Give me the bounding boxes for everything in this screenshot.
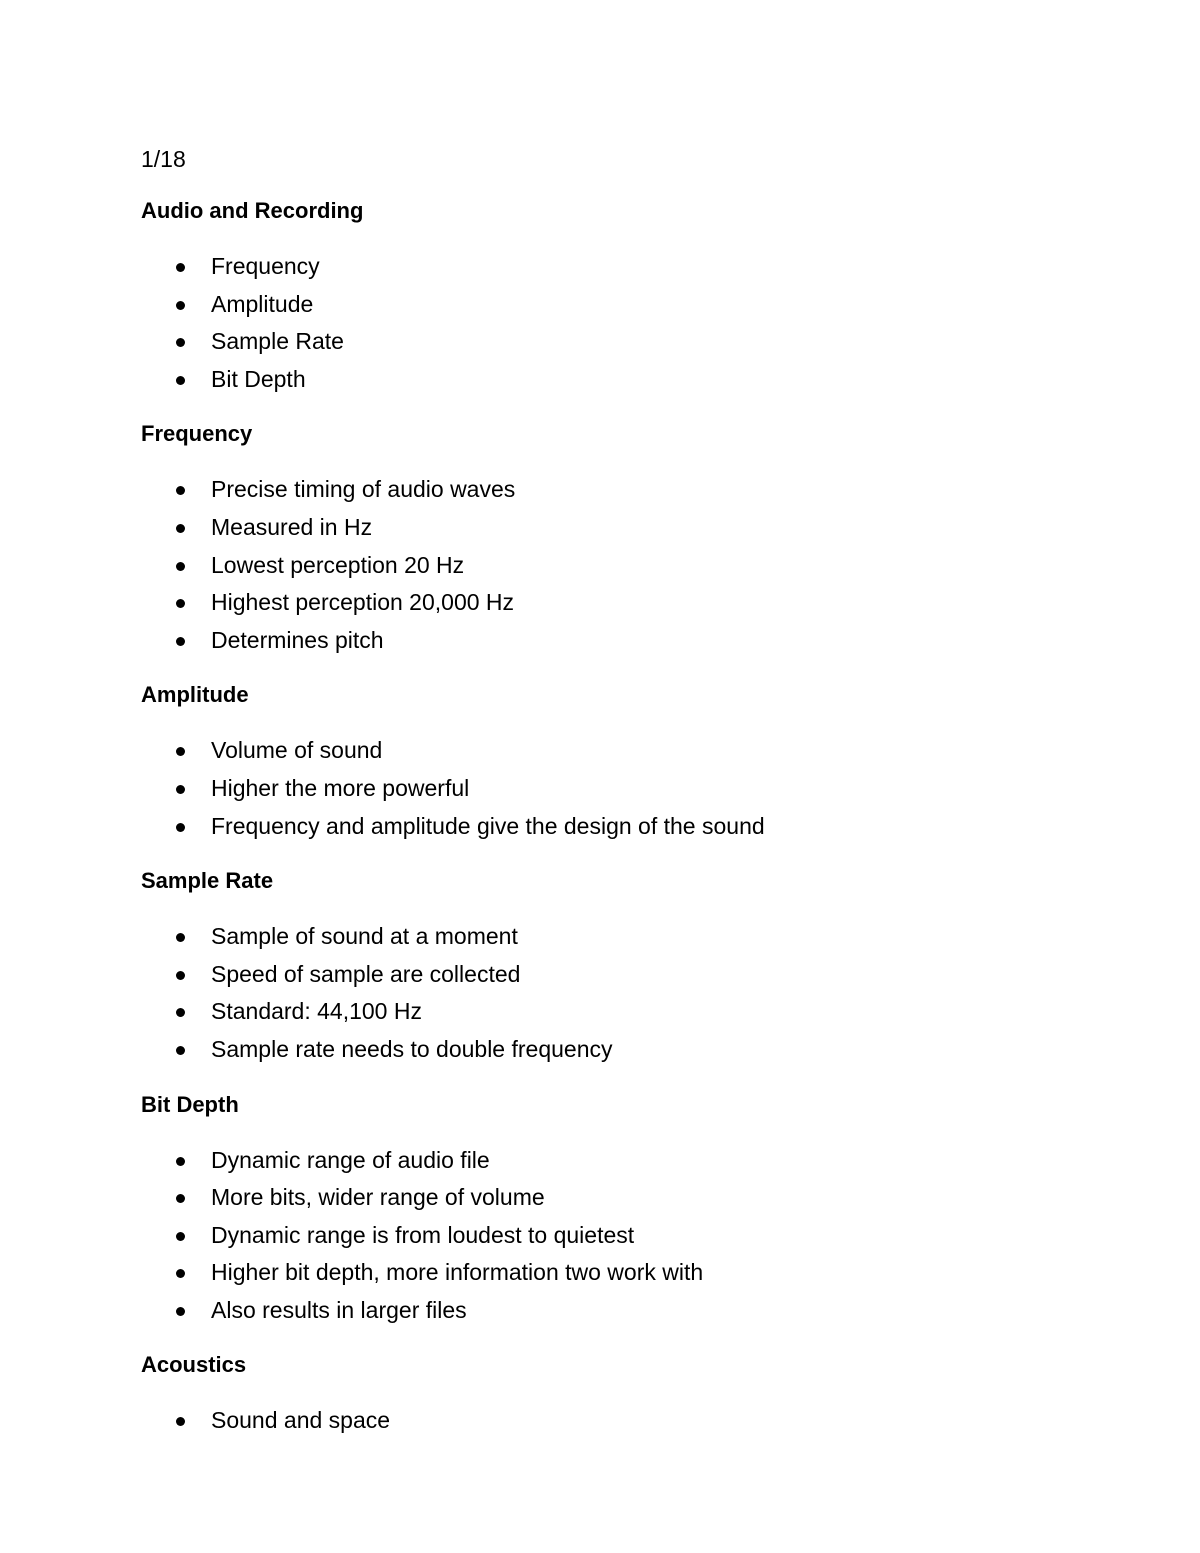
notes-section — [141, 865, 1041, 1068]
bullet-dot-icon — [176, 933, 185, 942]
bullet-text: Measured in Hz — [211, 513, 373, 540]
bullet-item — [141, 1217, 1041, 1255]
bullet-dot-icon — [176, 263, 185, 272]
bullet-item — [141, 1142, 1041, 1180]
bullet-item — [141, 918, 1041, 956]
bullet-item — [141, 286, 1041, 324]
bullet-item — [141, 622, 1041, 660]
bullet-item — [141, 547, 1041, 585]
bullet-dot-icon — [176, 1157, 185, 1166]
notes-section — [141, 1089, 1041, 1330]
bullet-item — [141, 732, 1041, 770]
bullet-text: Lowest perception 20 Hz — [211, 551, 465, 578]
bullet-text: Highest perception 20,000 Hz — [211, 589, 515, 616]
bullet-dot-icon — [176, 486, 185, 495]
bullet-dot-icon — [176, 1269, 185, 1278]
section-heading: Acoustics — [141, 1352, 247, 1378]
bullet-text: Determines pitch — [211, 626, 384, 653]
bullet-dot-icon — [176, 637, 185, 646]
bullet-text: Precise timing of audio waves — [211, 476, 516, 503]
bullet-dot-icon — [176, 785, 185, 794]
section-heading: Audio and Recording — [141, 198, 364, 223]
bullet-item — [141, 956, 1041, 994]
bullet-text: Sound and space — [211, 1407, 391, 1434]
bullet-text: Sample Rate — [211, 328, 344, 355]
bullet-item — [141, 993, 1041, 1031]
section-heading: Amplitude — [141, 682, 249, 708]
bullet-item — [141, 1179, 1041, 1217]
note-date: 1/18 — [141, 146, 186, 172]
bullet-item — [141, 361, 1041, 399]
bullet-text: Speed of sample are collected — [211, 960, 521, 987]
bullet-item — [141, 323, 1041, 361]
bullet-list — [141, 918, 1041, 1068]
bullet-dot-icon — [176, 1046, 185, 1055]
bullet-dot-icon — [176, 338, 185, 347]
section-heading: Sample Rate — [141, 868, 274, 894]
bullet-item — [141, 1254, 1041, 1292]
bullet-item — [141, 1031, 1041, 1069]
bullet-list — [141, 732, 1041, 845]
bullet-item — [141, 248, 1041, 286]
bullet-dot-icon — [176, 823, 185, 832]
notes-sections — [141, 195, 1041, 1440]
bullet-item — [141, 770, 1041, 808]
bullet-dot-icon — [176, 599, 185, 608]
notes-section — [141, 679, 1041, 845]
notes-section — [141, 195, 1041, 398]
bullet-dot-icon — [176, 376, 185, 385]
section-heading: Frequency — [141, 421, 253, 447]
bullet-dot-icon — [176, 301, 185, 310]
bullet-text: Sample rate needs to double frequency — [211, 1035, 613, 1062]
bullet-text: Frequency and amplitude give the design of the sound — [211, 812, 765, 839]
bullet-item — [141, 509, 1041, 547]
bullet-text: Higher the more powerful — [211, 774, 470, 801]
bullet-text: Dynamic range of audio file — [211, 1146, 490, 1173]
bullet-list — [141, 248, 1041, 398]
bullet-dot-icon — [176, 747, 185, 756]
bullet-text: Also results in larger files — [211, 1296, 467, 1323]
bullet-text: More bits, wider range of volume — [211, 1184, 545, 1211]
bullet-dot-icon — [176, 562, 185, 571]
bullet-item — [141, 808, 1041, 846]
bullet-dot-icon — [176, 1307, 185, 1316]
bullet-text: Volume of sound — [211, 737, 383, 764]
notes-section — [141, 1349, 1041, 1440]
bullet-text: Standard: 44,100 Hz — [211, 998, 422, 1025]
bullet-dot-icon — [176, 1232, 185, 1241]
bullet-dot-icon — [176, 1008, 185, 1017]
notes-section — [141, 418, 1041, 659]
bullet-text: Higher bit depth, more information two work with — [211, 1259, 704, 1286]
bullet-text: Amplitude — [211, 290, 314, 317]
bullet-dot-icon — [176, 971, 185, 980]
bullet-list — [141, 471, 1041, 659]
bullet-list — [141, 1402, 1041, 1440]
bullet-item — [141, 584, 1041, 622]
bullet-item — [141, 1292, 1041, 1330]
bullet-list — [141, 1142, 1041, 1330]
bullet-text: Frequency — [211, 253, 320, 279]
bullet-text: Bit Depth — [211, 365, 306, 392]
bullet-text: Sample of sound at a moment — [211, 923, 518, 950]
bullet-dot-icon — [176, 1194, 185, 1203]
bullet-item — [141, 1402, 1041, 1440]
bullet-item — [141, 471, 1041, 509]
section-heading: Bit Depth — [141, 1091, 239, 1117]
document-page — [141, 143, 1041, 1460]
bullet-dot-icon — [176, 524, 185, 533]
bullet-text: Dynamic range is from loudest to quietest — [211, 1221, 635, 1248]
bullet-dot-icon — [176, 1417, 185, 1426]
